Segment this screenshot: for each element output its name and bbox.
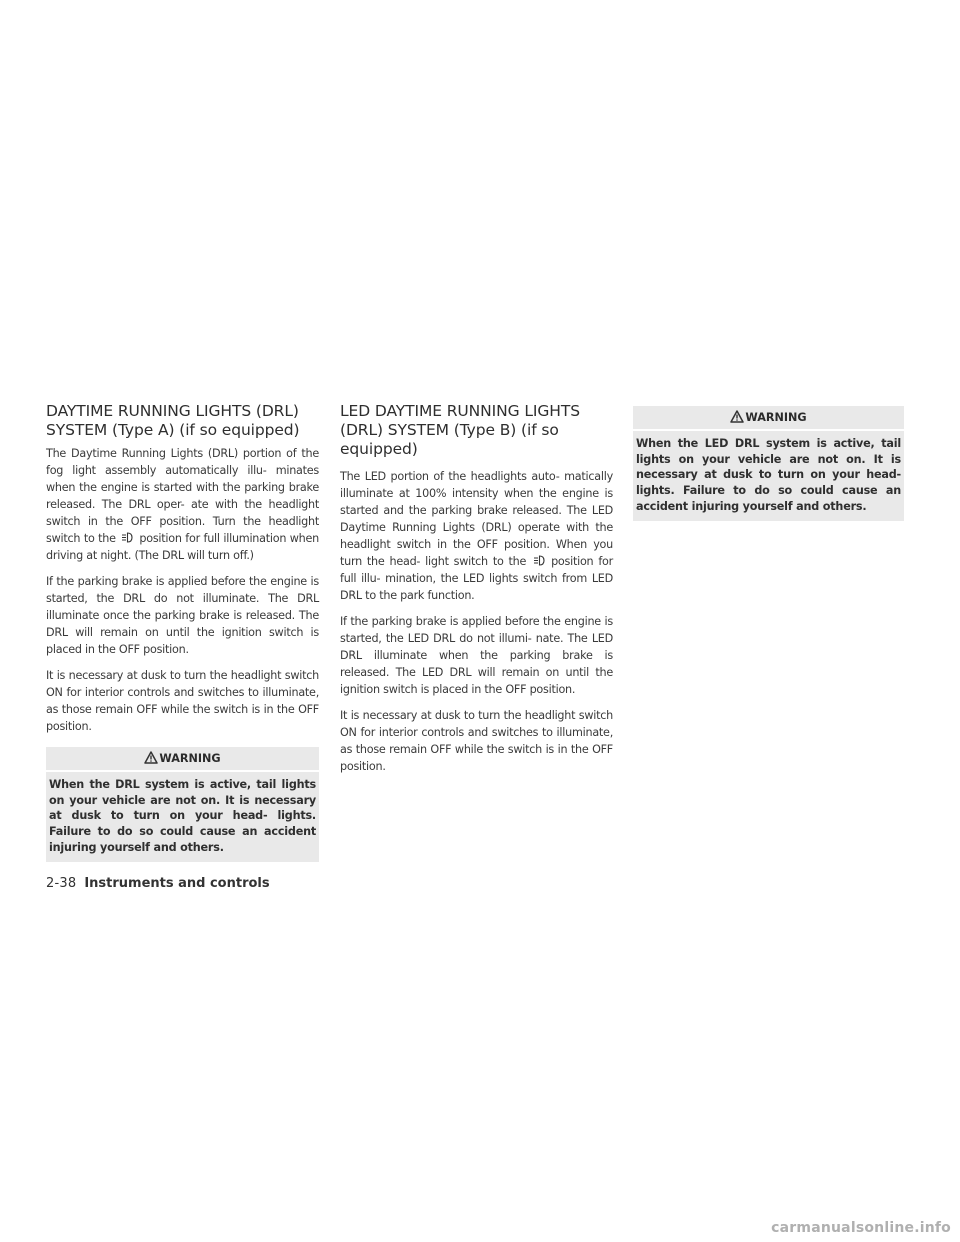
warning-triangle-icon	[144, 751, 158, 764]
page-footer	[46, 876, 270, 891]
warning-text: When the LED DRL system is active, tail lights on your vehicle are not on. It is necessary at dusk to turn on your head- lights. Failure to do so could cause an accident injuring yourself and others.	[633, 429, 904, 521]
drl-type-a-section	[46, 402, 319, 862]
paragraph-parking-brake: If the parking brake is applied before the engine is started, the DRL do not illuminate. The DRL illuminate once the parking brake is released. The DRL will remain on until the ignition switch is placed in the OFF position.	[46, 575, 319, 656]
headlight-icon	[119, 532, 139, 543]
warning-box-drl	[46, 747, 319, 862]
paragraph-led-dusk-headlights: It is necessary at dusk to turn the headlight switch ON for interior controls and switches to illuminate, as those remain OFF while the switch is in the OFF position.	[340, 709, 613, 773]
warning-triangle-icon	[730, 410, 744, 423]
paragraph-dusk-headlights: It is necessary at dusk to turn the headlight switch ON for interior controls and switches to illuminate, as those remain OFF while the switch is in the OFF position.	[46, 669, 319, 733]
paragraph-led-drl-operation: The LED portion of the headlights auto- matically illuminate at 100% intensity when the engine is started and the parking brake released. The LED Daytime Running Lights (DRL) operate with the headlight switch in the OFF position. When you turn the head- light switch to the position for full illu- mination, the LED lights switch from LED DRL to the park function.	[340, 470, 613, 602]
paragraph-led-parking-brake: If the parking brake is applied before the engine is started, the LED DRL do not illumi- nate. The LED DRL illuminate when the parking brake is released. The LED DRL will remain on until the ignition switch is placed in the OFF position.	[340, 615, 613, 696]
led-warning-section	[633, 406, 904, 521]
warning-box-led-drl	[633, 406, 904, 521]
warning-header: WARNING	[633, 406, 904, 428]
section-heading-drl-type-a: DAYTIME RUNNING LIGHTS (DRL) SYSTEM (Type A) (if so equipped)	[46, 402, 300, 439]
warning-header: WARNING	[46, 747, 319, 769]
watermark: carmanualsonline.info	[771, 1220, 951, 1236]
led-drl-type-b-section	[340, 402, 613, 784]
page-number: 2-38	[46, 876, 77, 891]
paragraph-drl-operation: The Daytime Running Lights (DRL) portion of the fog light assembly automatically illu- minates when the engine is started with the parking brake released. The DRL oper- ate with the headlight switch in the OFF position. Turn the headlight switch to the position for full illumination when driving at night. (The DRL will turn off.)	[46, 447, 319, 562]
section-title: Instruments and controls	[84, 876, 270, 891]
headlight-icon	[531, 555, 551, 566]
warning-text: When the DRL system is active, tail lights on your vehicle are not on. It is necessary at dusk to turn on your head- lights. Failure to do so could cause an accident injuring yourself and others.	[46, 770, 319, 862]
section-heading-led-drl-type-b: LED DAYTIME RUNNING LIGHTS (DRL) SYSTEM (Type B) (if so equipped)	[340, 402, 580, 458]
